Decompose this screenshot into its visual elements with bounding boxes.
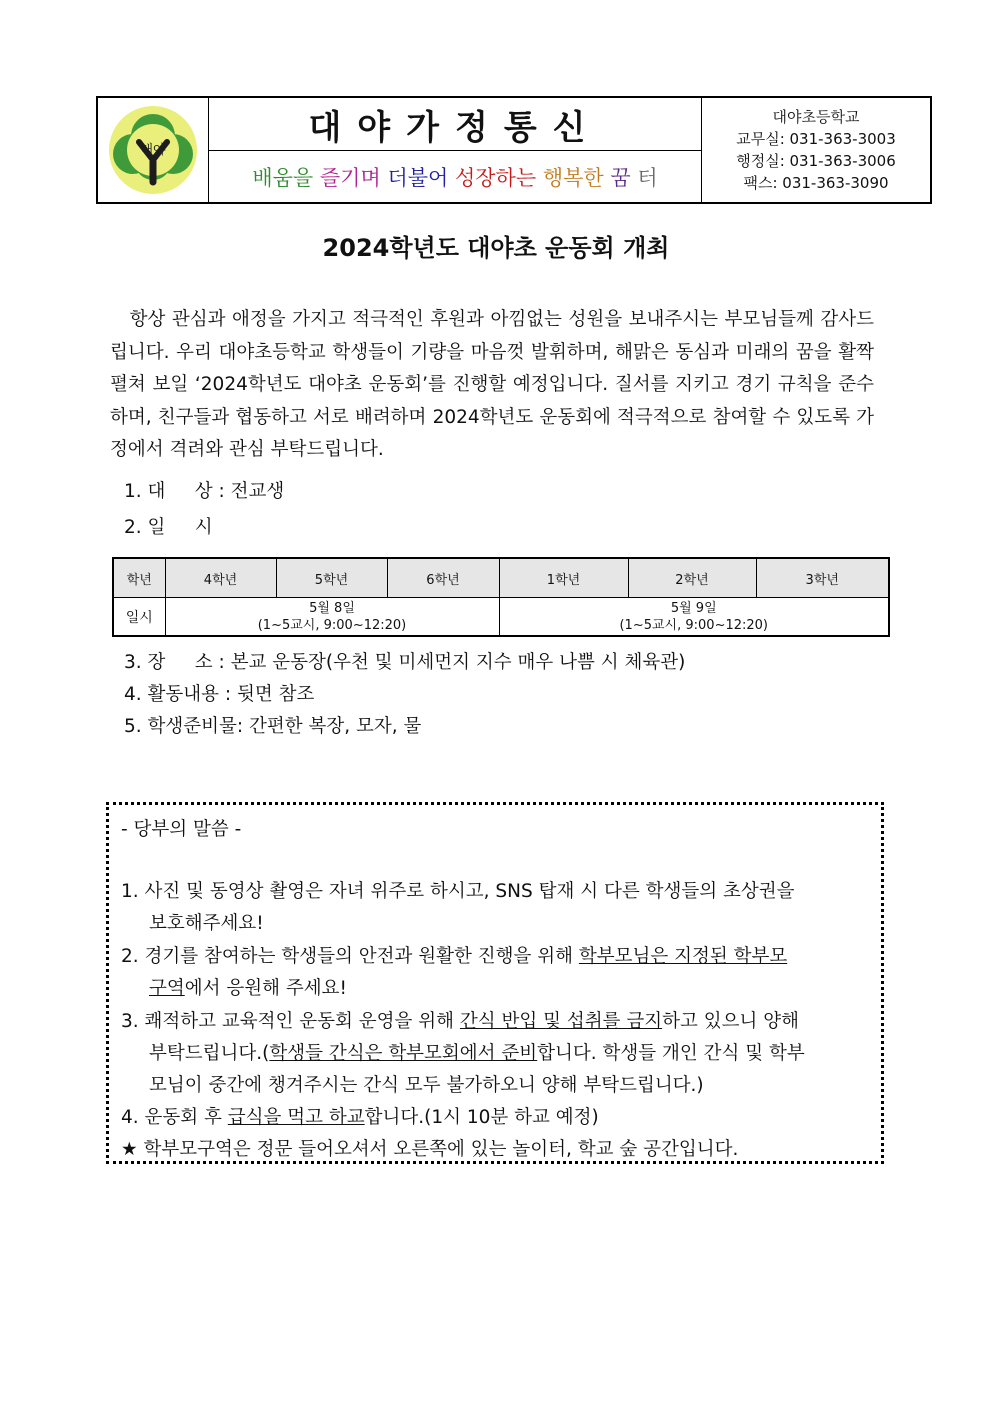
grade-cell: 4학년 bbox=[165, 558, 276, 598]
motto-word: 즐기며 bbox=[313, 165, 381, 190]
grade-label: 학년 bbox=[113, 558, 165, 598]
motto-word: 성장하는 bbox=[448, 165, 537, 190]
svg-text:대야: 대야 bbox=[140, 143, 166, 158]
grade-cell: 6학년 bbox=[387, 558, 499, 598]
item-place: 3. 장 소 : 본교 운동장(우천 및 미세먼지 지수 매우 나쁨 시 체육관) bbox=[124, 652, 686, 673]
title-cell bbox=[209, 98, 702, 202]
time-label: 일시 bbox=[113, 598, 165, 637]
newsletter-title: 대야가정통신 bbox=[209, 98, 701, 151]
fax-number: 팩스: 031-363-3090 bbox=[743, 174, 889, 192]
schedule-table bbox=[112, 557, 890, 637]
school-emblem-icon bbox=[105, 102, 201, 198]
notice-text: 4. 운동회 후 bbox=[121, 1107, 228, 1128]
notice-emphasis: 급식을 먹고 하교 bbox=[227, 1107, 365, 1128]
notice-text: 3. 쾌적하고 교육적인 운동회 운영을 위해 bbox=[121, 1011, 460, 1032]
notice-box bbox=[106, 802, 884, 1164]
intro-text: 항상 관심과 애정을 가지고 적극적인 후원과 아낌없는 성원을 보내주시는 부모님들께 감사드립니다. 우리 대야초등학교 학생들이 기량을 마음껏 발휘하며, 해맑은 동심과 미래의 꿈을 활짝 펼쳐 보일 ‘2024학년도 대야초 운동회’를 진행할 예정입니다. 질서를 지키고 경기 규칙을 준수하며, 친구들과 협동하고 서로 배려하며 2024학년도 운동회에 적극적으로 참여할 수 있도록 가정에서 격려와 관심 부탁드립니다. bbox=[110, 309, 874, 460]
intro-paragraph bbox=[110, 304, 874, 467]
grade-cell: 2학년 bbox=[628, 558, 756, 598]
notice-text: 하고 있으니 양해 bbox=[662, 1011, 799, 1032]
day2-cell bbox=[499, 598, 889, 637]
notice-item-1: 1. 사진 및 동영상 촬영은 자녀 위주로 하시고, SNS 탑재 시 다른 학생들의 초상권을 bbox=[121, 881, 795, 902]
notice-emphasis: 학생들 간식은 학부모회에서 준비 bbox=[269, 1043, 538, 1064]
grade-cell: 1학년 bbox=[499, 558, 628, 598]
notice-item-3-cont2: 모님이 중간에 챙겨주시는 간식 모두 불가하오니 양해 부탁드립니다.) bbox=[149, 1075, 704, 1096]
day1-time: (1~5교시, 9:00~12:20) bbox=[257, 617, 407, 633]
school-logo bbox=[98, 98, 209, 202]
notice-text: 2. 경기를 참여하는 학생들의 안전과 원활한 진행을 위해 bbox=[121, 946, 579, 967]
day1-date: 5월 8일 bbox=[309, 600, 355, 616]
newsletter-header bbox=[96, 96, 932, 204]
motto-word: 행복한 bbox=[536, 165, 604, 190]
notice-text: 합니다. 학생들 개인 간식 및 학부 bbox=[537, 1043, 805, 1064]
motto-word: 더불어 bbox=[380, 165, 449, 190]
schedule-header-row bbox=[113, 558, 889, 598]
school-motto bbox=[209, 151, 701, 202]
notice-emphasis: 간식 반입 및 섭취를 금지 bbox=[459, 1011, 663, 1032]
item-target: 1. 대 상 : 전교생 bbox=[124, 481, 285, 502]
document-title: 2024학년도 대야초 운동회 개최 bbox=[322, 234, 670, 262]
notice-item-3-cont bbox=[149, 1039, 805, 1065]
notice-text: 에서 응원해 주세요! bbox=[184, 978, 347, 999]
notice-star-note: ★ 학부모구역은 정문 들어오셔서 오른쪽에 있는 놀이터, 학교 숲 공간입니다. bbox=[121, 1139, 739, 1160]
item-supplies: 5. 학생준비물: 간편한 복장, 모자, 물 bbox=[124, 716, 422, 737]
notice-item-2-cont bbox=[149, 974, 347, 1000]
day2-date: 5월 9일 bbox=[670, 600, 717, 616]
item-activity: 4. 활동내용 : 뒷면 참조 bbox=[124, 684, 315, 705]
school-name: 대야초등학교 bbox=[772, 108, 860, 126]
day2-time: (1~5교시, 9:00~12:20) bbox=[619, 617, 768, 633]
notice-text: 부탁드립니다.( bbox=[149, 1043, 270, 1064]
grade-cell: 5학년 bbox=[276, 558, 387, 598]
notice-text: 합니다.(1시 10분 하교 예정) bbox=[364, 1107, 599, 1128]
notice-emphasis: 구역 bbox=[149, 978, 185, 999]
day1-cell bbox=[165, 598, 499, 637]
admin-phone: 행정실: 031-363-3006 bbox=[736, 152, 896, 170]
notice-heading: - 당부의 말씀 - bbox=[121, 819, 242, 840]
notice-item-2 bbox=[121, 942, 787, 968]
notice-emphasis: 학부모님은 지정된 학부모 bbox=[578, 946, 788, 967]
school-contact bbox=[702, 98, 930, 202]
motto-word: 배움을 bbox=[252, 165, 314, 190]
grade-cell: 3학년 bbox=[756, 558, 889, 598]
notice-item-3 bbox=[121, 1007, 799, 1033]
item-date: 2. 일 시 bbox=[124, 517, 213, 538]
notice-item-4 bbox=[121, 1103, 599, 1129]
schedule-time-row bbox=[113, 598, 889, 637]
motto-word: 터 bbox=[630, 165, 658, 190]
motto-word: 꿈 bbox=[603, 165, 631, 190]
notice-item-1-cont: 보호해주세요! bbox=[149, 913, 264, 934]
office-phone: 교무실: 031-363-3003 bbox=[736, 130, 896, 148]
